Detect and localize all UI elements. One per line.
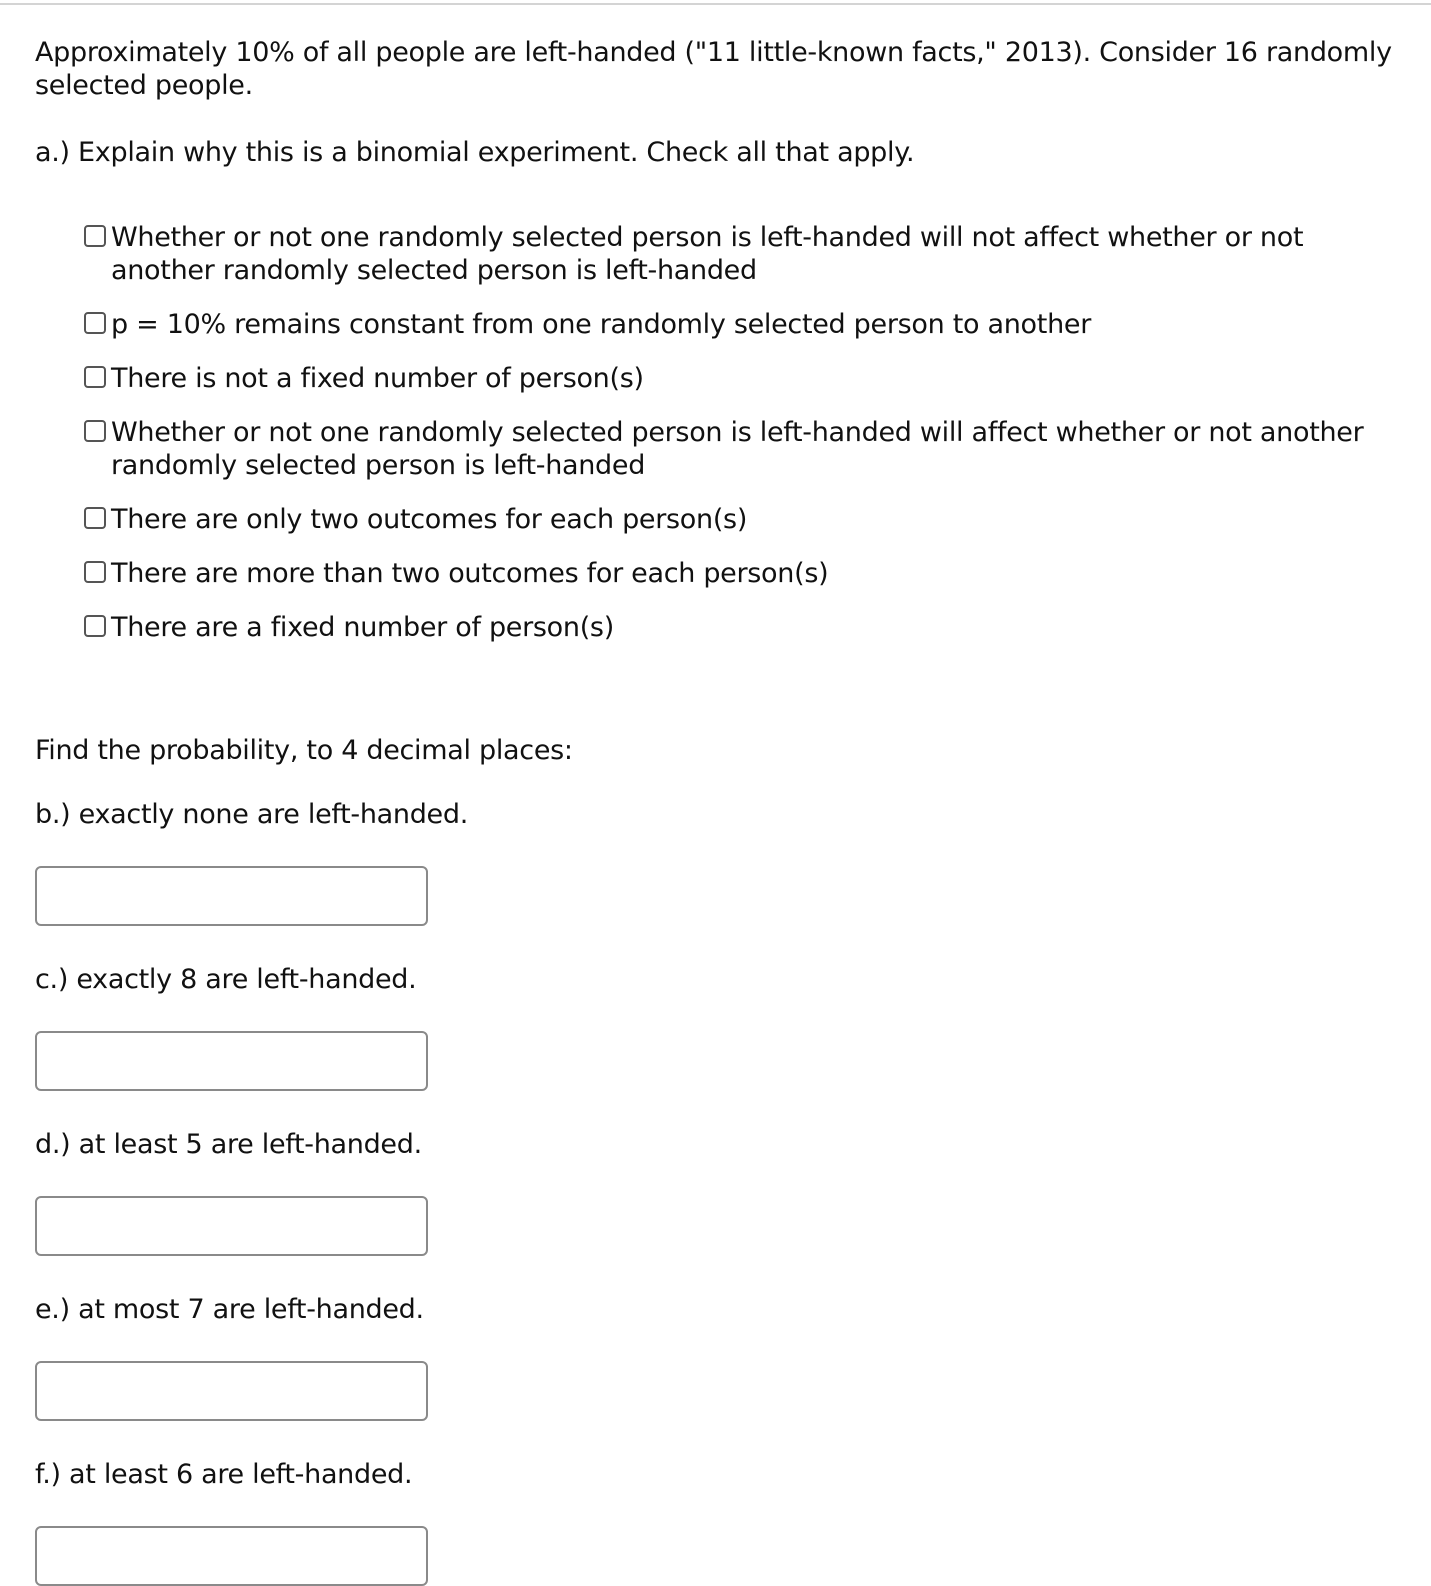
part-a-label: a.) Explain why this is a binomial experiment. Check all that apply. — [35, 137, 915, 168]
choice-option-1[interactable] — [84, 221, 1410, 287]
choice-option-5[interactable] — [84, 503, 1410, 536]
choice-label: p = 10% remains constant from one randomly selected person to another — [111, 309, 1091, 340]
part-c-label: c.) exactly 8 are left-handed. — [35, 964, 417, 995]
choice-option-3[interactable] — [84, 362, 1410, 395]
checkbox[interactable] — [84, 561, 106, 583]
checkbox[interactable] — [84, 507, 106, 529]
choice-label: There are a fixed number of person(s) — [111, 612, 614, 643]
choice-label: Whether or not one randomly selected person is left-handed will not affect whether or not another randomly selected person is left-handed — [111, 222, 1304, 286]
choice-option-7[interactable] — [84, 611, 1410, 644]
checkbox[interactable] — [84, 615, 106, 637]
choice-label: There is not a fixed number of person(s) — [111, 363, 644, 394]
part-d-label: d.) at least 5 are left-handed. — [35, 1129, 422, 1160]
part-d-answer-input[interactable] — [35, 1196, 428, 1256]
choice-label: There are only two outcomes for each person(s) — [111, 504, 748, 535]
choice-label: There are more than two outcomes for each person(s) — [111, 558, 829, 589]
question-content — [35, 36, 1410, 1586]
part-c-answer-input[interactable] — [35, 1031, 428, 1091]
choice-option-2[interactable] — [84, 308, 1410, 341]
part-f-label: f.) at least 6 are left-handed. — [35, 1459, 413, 1490]
part-a-checkbox-list — [84, 221, 1410, 644]
checkbox[interactable] — [84, 366, 106, 388]
choice-option-6[interactable] — [84, 557, 1410, 590]
find-probability-prompt: Find the probability, to 4 decimal places: — [35, 735, 573, 766]
checkbox[interactable] — [84, 420, 106, 442]
top-divider — [0, 3, 1431, 5]
choice-option-4[interactable] — [84, 416, 1410, 482]
question-intro: Approximately 10% of all people are left-handed ("11 little-known facts," 2013). Consider 16 randomly selected people. — [35, 37, 1392, 101]
part-b-answer-input[interactable] — [35, 866, 428, 926]
choice-label: Whether or not one randomly selected person is left-handed will affect whether or not another randomly selected person is left-handed — [111, 417, 1364, 481]
part-e-answer-input[interactable] — [35, 1361, 428, 1421]
checkbox[interactable] — [84, 225, 106, 247]
part-f-answer-input[interactable] — [35, 1526, 428, 1586]
part-b-label: b.) exactly none are left-handed. — [35, 799, 468, 830]
part-e-label: e.) at most 7 are left-handed. — [35, 1294, 424, 1325]
checkbox[interactable] — [84, 312, 106, 334]
